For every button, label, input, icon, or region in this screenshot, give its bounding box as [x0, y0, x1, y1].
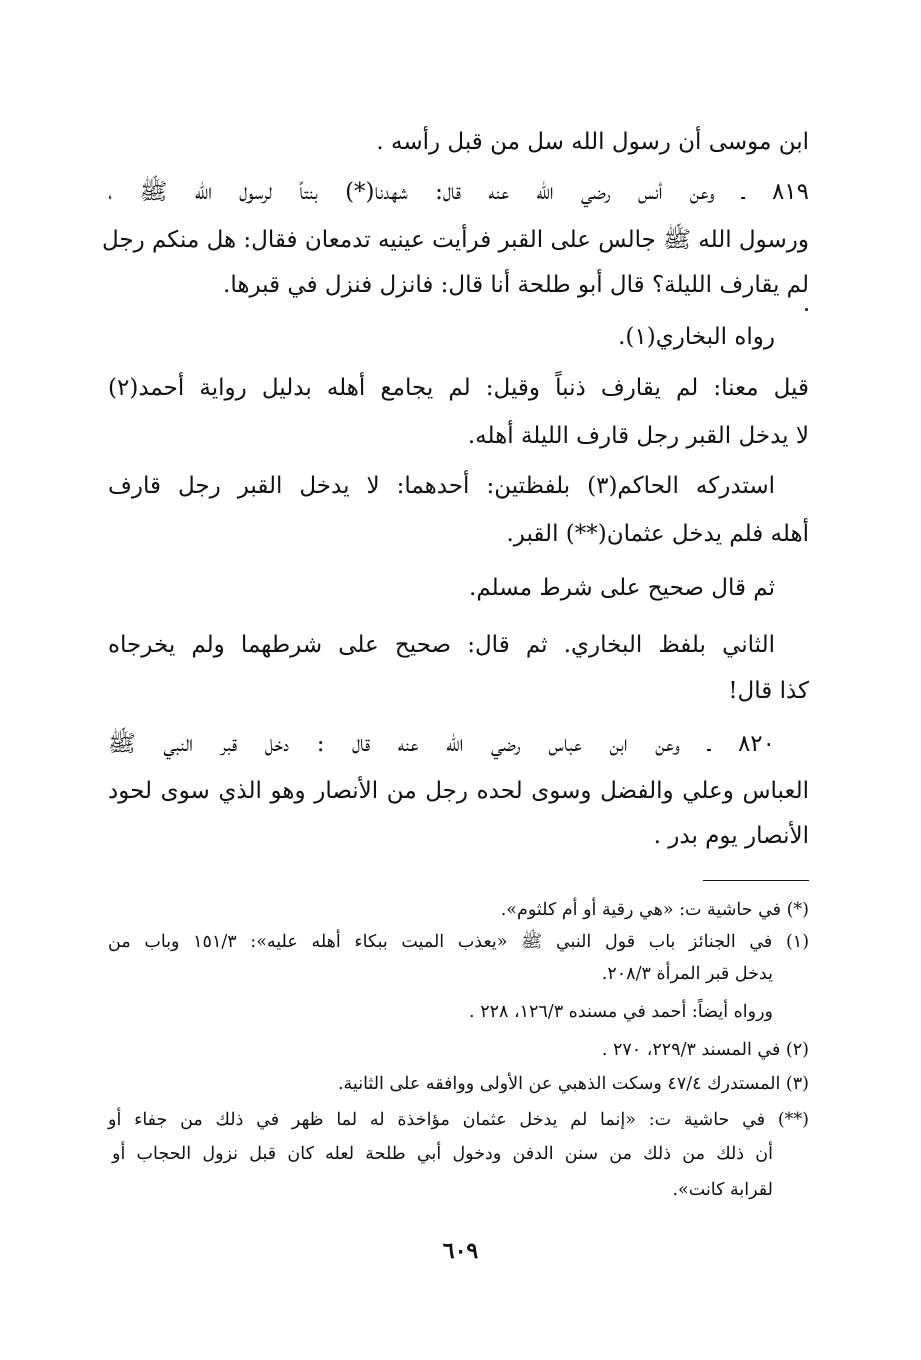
footnote-line: (*) في حاشية ت: «هي رقية أو أم كلثوم».: [500, 900, 809, 920]
page-number: ٦٠٩: [442, 1238, 479, 1264]
footnote-line: أن ذلك من ذلك من سنن الدفن ودخول أبي طلحة لعله كان قبل نزول الحجاب أو: [112, 1144, 773, 1164]
main-text-line: كذا قال!: [728, 678, 809, 704]
main-text-line: الأنصار يوم بدر .: [653, 823, 809, 849]
footnote-line: (٣) المستدرك ٤٧/٤ وسكت الذهبي عن الأولى ووافقه على الثانية.: [337, 1074, 809, 1094]
main-text-line: أهله فلم يدخل عثمان(**) القبر.: [506, 521, 809, 547]
main-text-line: ابن موسى أن رسول الله سل من قبل رأسه .: [376, 129, 809, 155]
footnote-line: ورواه أيضاً: أحمد في مسنده ١٢٦/٣، ٢٢٨ .: [469, 1002, 773, 1022]
main-text-line: قيل معنا: لم يقارف ذنباً وقيل: لم يجامع أهله بدليل رواية أحمد(٢): [108, 375, 809, 401]
main-text-line: رواه البخاري(١).: [618, 324, 775, 350]
main-text-line: لا يدخل القبر رجل قارف الليلة أهله.: [467, 423, 809, 449]
main-text-line: الثاني بلفظ البخاري. ثم قال: صحيح على شرطهما ولم يخرجاه: [108, 632, 775, 658]
main-text-line: ثم قال صحيح على شرط مسلم.: [469, 575, 775, 601]
footnote-line: (١) في الجنائز باب قول النبي ﷺ «يعذب الميت ببكاء أهله عليه»: ١٥١/٣ وباب من: [108, 932, 810, 952]
footnote-line: لقرابة كانت».: [672, 1180, 773, 1200]
main-text-line: ورسول الله ﷺ جالس على القبر فرأيت عينيه تدمعان فقال: هل منكم رجل: [101, 227, 809, 253]
footnote-line: (٢) في المسند ٢٢٩/٣، ٢٧٠ .: [601, 1040, 809, 1060]
main-text-line: استدركه الحاكم(٣) بلفظتين: أحدهما: لا يدخل القبر رجل قارف: [108, 473, 775, 499]
footnote-separator: [703, 880, 809, 881]
main-text-line: ٨٢٠ ـ وعن ابن عباس رضي الله عنه قال : دخل قبر النبي ﷺ: [108, 731, 775, 757]
stray-mark: [805, 308, 808, 311]
footnote-line: يدخل قبر المرأة ٢٠٨/٣.: [601, 964, 773, 984]
main-text-line: العباس وعلي والفضل وسوى لحده رجل من الأنصار وهو الذي سوى لحود: [108, 778, 809, 804]
footnote-line: (**) في حاشية ت: «إنما لم يدخل عثمان مؤاخذة له لما ظهر في ذلك من جفاء أو: [108, 1110, 809, 1130]
main-text-line: لم يقارف الليلة؟ قال أبو طلحة أنا قال: فانزل فنزل في قبرها.: [223, 272, 809, 298]
main-text-line: ٨١٩ ـ وعن أنس رضي الله عنه قال: شهدنا(*) بنتاً لرسول الله ﷺ ،: [108, 179, 809, 205]
